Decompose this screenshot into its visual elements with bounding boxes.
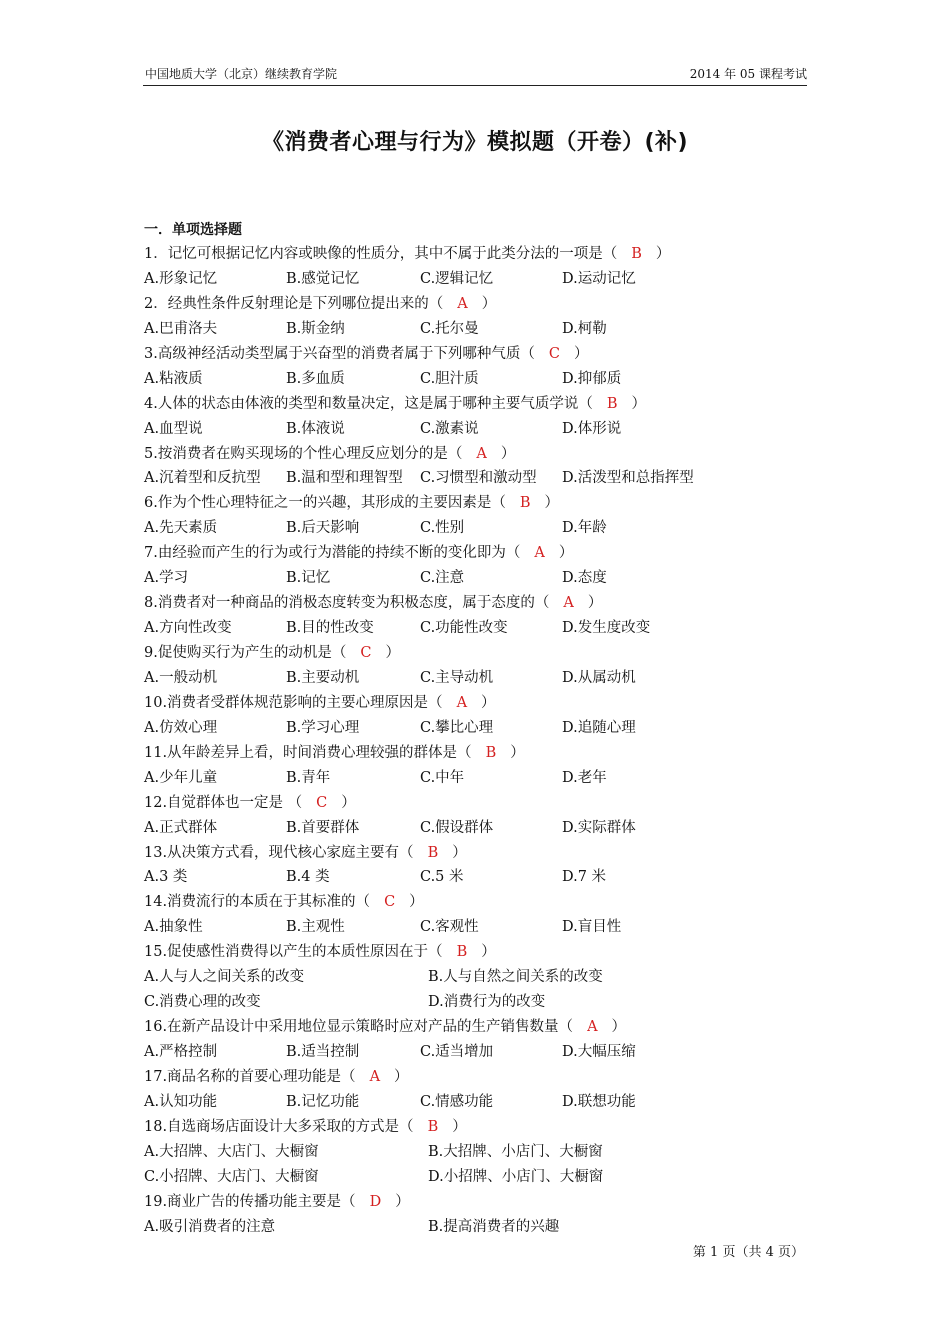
option-item: B.提高消费者的兴趣 — [428, 1218, 560, 1235]
option-row — [144, 267, 824, 292]
page-footer: 第 1 页（共 4 页） — [692, 1245, 804, 1260]
answer-key: B — [427, 844, 439, 861]
question-text: 16.在新产品设计中采用地位显示策略时应对产品的生产销售数量（ — [144, 1019, 574, 1036]
question-close-paren: ） — [573, 345, 589, 362]
question-close-paren: ） — [452, 1118, 467, 1135]
answer-key: A — [456, 694, 468, 711]
question-stem — [144, 1065, 824, 1090]
question-stem — [144, 691, 824, 716]
question-stem — [144, 591, 824, 616]
question-close-paren: ） — [544, 495, 559, 512]
option-item: A.严格控制 — [144, 1044, 218, 1060]
option-item: A.一般动机 — [144, 669, 218, 686]
question-close-paren: ） — [395, 1193, 410, 1210]
option-item: B.主要动机 — [286, 669, 360, 686]
option-item: C.性别 — [420, 520, 465, 537]
option-item: A.方向性改变 — [144, 620, 232, 637]
option-item: A.沉着型和反抗型 — [144, 470, 261, 487]
question-text: 8.消费者对一种商品的消极态度转变为积极态度，属于态度的（ — [144, 595, 550, 612]
section-title: 一．单项选择题 — [144, 222, 242, 238]
option-item: D.柯勒 — [562, 320, 607, 337]
option-item: B.主观性 — [286, 919, 345, 936]
question-stem — [144, 342, 824, 367]
header-institution: 中国地质大学（北京）继续教育学院 — [145, 67, 338, 81]
option-item: A.先天素质 — [144, 520, 218, 537]
question-text: 5.按消费者在购买现场的个性心理反应划分的是（ — [144, 445, 463, 462]
question-close-paren: ） — [655, 246, 671, 262]
option-row — [144, 367, 824, 392]
answer-key: B — [606, 395, 618, 412]
question-stem — [144, 442, 824, 467]
option-item: A.吸引消费者的注意 — [144, 1218, 276, 1235]
option-row — [144, 865, 824, 890]
option-item: B.适当控制 — [286, 1044, 360, 1060]
option-item: C.注意 — [420, 570, 465, 587]
question-close-paren: ） — [481, 295, 497, 312]
option-item: C.适当增加 — [420, 1044, 494, 1060]
option-item: D.实际群体 — [562, 819, 636, 836]
question-stem — [144, 1015, 824, 1040]
option-item: D.盲目性 — [562, 919, 622, 936]
answer-key: A — [587, 1019, 598, 1036]
option-item: B.学习心理 — [286, 719, 360, 736]
question-text: 3.高级神经活动类型属于兴奋型的消费者属于下列哪种气质（ — [144, 345, 535, 362]
answer-key: C — [548, 345, 560, 362]
question-close-paren: ） — [558, 545, 574, 562]
option-item: B.多血质 — [286, 370, 345, 387]
question-close-paren: ） — [394, 1068, 409, 1085]
option-row — [144, 1215, 824, 1240]
answer-key: C — [360, 645, 372, 661]
question-stem — [144, 841, 824, 866]
question-text: 17.商品名称的首要心理功能是（ — [144, 1068, 356, 1085]
option-item: D.态度 — [562, 570, 607, 587]
question-close-paren: ） — [611, 1019, 627, 1036]
answer-key: B — [519, 495, 531, 512]
option-item: D.7 米 — [562, 869, 607, 886]
option-item: C.消费心理的改变 — [144, 994, 261, 1011]
option-item: A.血型说 — [144, 420, 203, 437]
option-item: A.正式群体 — [144, 819, 218, 836]
question-text: 9.促使购买行为产生的动机是（ — [144, 645, 347, 661]
option-row — [144, 566, 824, 591]
answer-key: C — [316, 794, 328, 811]
option-item: C.5 米 — [420, 869, 464, 886]
option-item: A.仿效心理 — [144, 719, 218, 736]
option-item: C.攀比心理 — [420, 719, 494, 736]
option-item: B.后天影响 — [286, 520, 360, 537]
question-stem — [144, 491, 824, 516]
option-item: B.大招牌、小店门、大橱窗 — [428, 1143, 603, 1160]
option-item: D.运动记忆 — [562, 270, 636, 287]
question-stem — [144, 940, 824, 965]
question-close-paren: ） — [452, 844, 467, 861]
question-text: 12.自觉群体也一定是 （ — [144, 794, 303, 811]
question-text: 7.由经验而产生的行为或行为潜能的持续不断的变化即为（ — [144, 545, 521, 562]
option-row — [144, 666, 824, 691]
option-item: B.目的性改变 — [286, 620, 374, 637]
question-stem — [144, 741, 824, 766]
question-text: 10.消费者受群体规范影响的主要心理原因是（ — [144, 694, 443, 711]
option-item: C.客观性 — [420, 919, 479, 936]
option-item: B.斯金纳 — [286, 320, 345, 337]
header-exam-date: 2014 年 05 课程考试 — [689, 67, 807, 81]
question-stem — [144, 242, 824, 267]
option-row — [144, 766, 824, 791]
answer-key: B — [456, 944, 468, 961]
question-close-paren: ） — [409, 894, 424, 911]
option-item: C.激素说 — [420, 420, 479, 437]
question-close-paren: ） — [385, 645, 400, 661]
option-row — [144, 466, 824, 491]
option-item: D.追随心理 — [562, 719, 636, 736]
question-stem — [144, 541, 824, 566]
answer-key: A — [369, 1068, 381, 1085]
option-item: A.3 类 — [144, 869, 188, 886]
option-item: A.大招牌、大店门、大橱窗 — [144, 1143, 319, 1160]
answer-key: B — [485, 744, 497, 761]
question-list — [144, 218, 824, 1240]
option-item: D.消费行为的改变 — [428, 994, 546, 1011]
option-item: D.抑郁质 — [562, 370, 622, 387]
option-row — [144, 516, 824, 541]
option-row — [144, 1040, 824, 1065]
answer-key: A — [563, 595, 574, 612]
answer-key: A — [457, 295, 468, 312]
answer-key: C — [384, 894, 396, 911]
question-close-paren: ） — [510, 744, 525, 761]
option-row — [144, 965, 824, 990]
option-item: C.主导动机 — [420, 669, 494, 686]
question-stem — [144, 641, 824, 666]
option-item: D.大幅压缩 — [562, 1044, 636, 1060]
answer-key: A — [476, 445, 487, 462]
question-close-paren: ） — [500, 445, 516, 462]
option-row — [144, 317, 824, 342]
option-item: A.粘液质 — [144, 370, 203, 387]
question-close-paren: ） — [481, 694, 496, 711]
question-text: 11.从年龄差异上看，时间消费心理较强的群体是（ — [144, 744, 472, 761]
question-text: 1．记忆可根据记忆内容或映像的性质分，其中不属于此类分法的一项是（ — [144, 246, 618, 262]
option-row — [144, 417, 824, 442]
option-item: D.从属动机 — [562, 669, 636, 686]
question-text: 4.人体的状态由体液的类型和数量决定，这是属于哪种主要气质学说（ — [144, 395, 593, 412]
option-item: B.记忆 — [286, 570, 331, 587]
question-stem — [144, 1190, 824, 1215]
option-item: D.发生度改变 — [562, 620, 651, 637]
question-text: 14.消费流行的本质在于其标准的（ — [144, 894, 371, 911]
option-item: A.人与人之间关系的改变 — [144, 969, 305, 986]
option-item: C.中年 — [420, 769, 465, 786]
option-item: A.形象记忆 — [144, 270, 218, 287]
option-item: A.抽象性 — [144, 919, 203, 936]
option-row — [144, 1140, 824, 1165]
option-item: C.托尔曼 — [420, 320, 479, 337]
question-stem — [144, 791, 824, 816]
question-close-paren: ） — [587, 595, 603, 612]
option-row — [144, 816, 824, 841]
question-stem — [144, 292, 824, 317]
question-text: 15.促使感性消费得以产生的本质性原因在于（ — [144, 944, 443, 961]
option-item: C.功能性改变 — [420, 620, 508, 637]
option-item: B.感觉记忆 — [286, 270, 360, 287]
page-header — [143, 66, 807, 86]
option-item: C.逻辑记忆 — [420, 270, 494, 287]
answer-key: B — [631, 246, 642, 262]
option-row — [144, 1165, 824, 1190]
option-item: D.小招牌、小店门、大橱窗 — [428, 1168, 604, 1185]
option-item: D.老年 — [562, 769, 607, 786]
option-item: A.学习 — [144, 570, 189, 587]
answer-key: D — [369, 1193, 382, 1210]
question-text: 6.作为个性心理特征之一的兴趣，其形成的主要因素是（ — [144, 495, 506, 512]
option-item: C.胆汁质 — [420, 370, 479, 387]
answer-key: B — [427, 1118, 439, 1135]
option-item: B.温和型和理智型 — [286, 470, 403, 487]
option-item: B.青年 — [286, 769, 331, 786]
question-text: 2．经典性条件反射理论是下列哪位提出来的（ — [144, 295, 444, 312]
question-text: 19.商业广告的传播功能主要是（ — [144, 1193, 356, 1210]
question-close-paren: ） — [631, 395, 646, 412]
option-item: D.体形说 — [562, 420, 622, 437]
question-text: 13.从决策方式看，现代核心家庭主要有（ — [144, 844, 414, 861]
option-row — [144, 915, 824, 940]
option-item: A.巴甫洛夫 — [144, 320, 218, 337]
option-row — [144, 716, 824, 741]
question-stem — [144, 1115, 824, 1140]
option-item: C.习惯型和激动型 — [420, 470, 537, 487]
option-row — [144, 1090, 824, 1115]
answer-key: A — [534, 545, 545, 562]
option-row — [144, 990, 824, 1015]
question-close-paren: ） — [481, 944, 496, 961]
option-item: A.认知功能 — [144, 1093, 218, 1110]
question-text: 18.自选商场店面设计大多采取的方式是（ — [144, 1118, 414, 1135]
option-item: B.首要群体 — [286, 819, 360, 836]
option-item: B.体液说 — [286, 420, 345, 437]
option-item: D.联想功能 — [562, 1093, 636, 1110]
document-title: 《消费者心理与行为》模拟题（开卷）(补) — [261, 130, 689, 155]
option-row — [144, 616, 824, 641]
question-stem — [144, 890, 824, 915]
option-item: C.情感功能 — [420, 1093, 494, 1110]
question-stem — [144, 392, 824, 417]
question-close-paren: ） — [341, 794, 356, 811]
option-item: C.假设群体 — [420, 819, 494, 836]
option-item: D.年龄 — [562, 520, 607, 537]
option-item: B.人与自然之间关系的改变 — [428, 969, 603, 986]
option-item: D.活泼型和总指挥型 — [562, 470, 694, 487]
option-item: C.小招牌、大店门、大橱窗 — [144, 1168, 319, 1185]
option-item: A.少年儿童 — [144, 769, 218, 786]
option-item: B.记忆功能 — [286, 1093, 360, 1110]
option-item: B.4 类 — [286, 869, 330, 886]
